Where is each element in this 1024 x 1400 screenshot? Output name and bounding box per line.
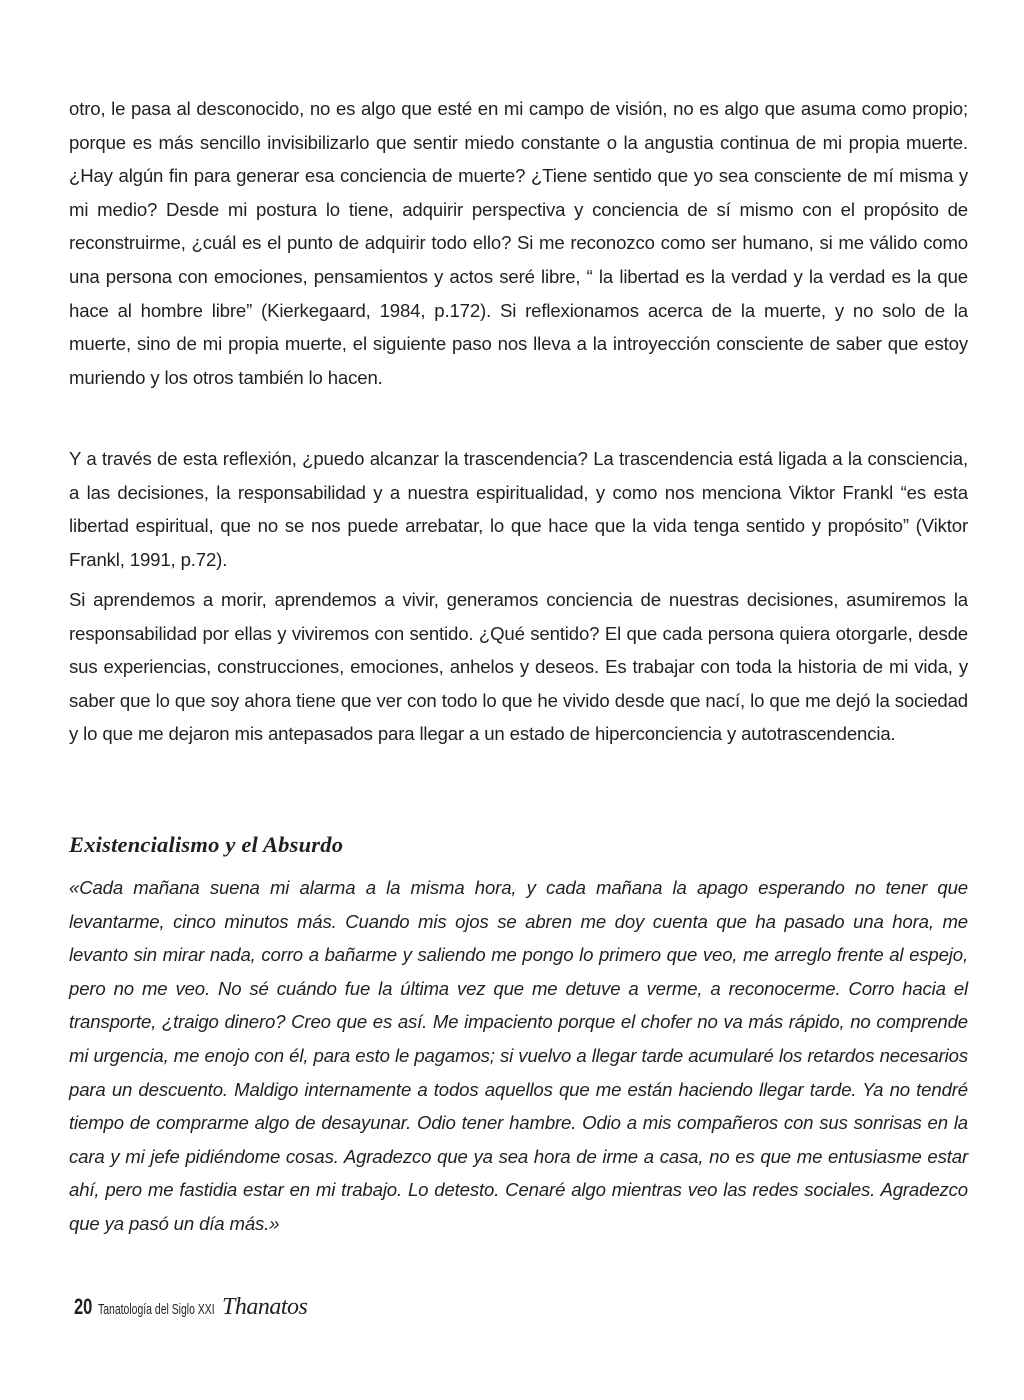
body-paragraph: Y a través de esta reflexión, ¿puedo alcanzar la trascendencia? La trascendencia está ligada a la consciencia, a las decisiones, la responsabilidad y a nuestra espiritualidad, y como nos menciona Viktor Frankl “es esta libertad espiritual, que no se nos puede arrebatar, lo que hace que la vida tenga sentido y propósito” (Viktor Frankl, 1991, p.72). — [69, 448, 968, 570]
section-heading: Existencialismo y el Absurdo — [69, 832, 344, 857]
body-paragraph: Si aprendemos a morir, aprendemos a vivir, generamos conciencia de nuestras decisiones, asumiremos la responsabilidad por ellas y viviremos con sentido. ¿Qué sentido? El que cada persona quiera otorgarle, desde sus experiencias, construcciones, emociones, anhelos y deseos. Es trabajar con toda la historia de mi vida, y saber que lo que soy ahora tiene que ver con todo lo que he vivido desde que nací, lo que me dejó la sociedad y lo que me dejaron mis antepasados para llegar a un estado de hiperconciencia y autotrascendencia. — [69, 589, 968, 745]
magazine-name: Tanatología del Siglo XXI — [98, 1302, 215, 1318]
thanatos-logo: Thanatos — [222, 1294, 308, 1320]
page-number: 20 — [74, 1294, 93, 1319]
quote-paragraph: «Cada mañana suena mi alarma a la misma hora, y cada mañana la apago esperando no tener que levantarme, cinco minutos más. Cuando mis ojos se abren me doy cuenta que ha pasado una hora, me levanto sin mirar nada, corro a bañarme y saliendo me pongo lo primero que veo, me arreglo frente al espejo, pero no me veo. No sé cuándo fue la última vez que me detuve a verme, a reconocerme. Corro hacia el transporte, ¿traigo dinero? Creo que es así. Me impaciento porque el chofer no va más rápido, no comprende mi urgencia, me enojo con él, para esto le pagamos; si vuelvo a llegar tarde acumularé los retardos necesarios para un descuento. Maldigo internamente a todos aquellos que me están haciendo llegar tarde. Ya no tendré tiempo de comprarme algo de desayunar. Odio tener hambre. Odio a mis compañeros con sus sonrisas en la cara y mi jefe pidiéndome cosas. Agradezco que ya sea hora de irme a casa, no es que me entusiasme estar ahí, pero me fastidia estar en mi trabajo. Lo detesto. Cenaré algo mientras veo las redes sociales. Agradezco que ya pasó un día más.» — [69, 877, 968, 1234]
page-footer — [74, 1294, 307, 1334]
body-paragraph: otro, le pasa al desconocido, no es algo que esté en mi campo de visión, no es algo que asuma como propio; porque es más sencillo invisibilizarlo que sentir miedo constante o la angustia continua de mi propia muerte. ¿Hay algún fin para generar esa conciencia de muerte? ¿Tiene sentido que yo sea consciente de mí misma y mi medio? Desde mi postura lo tiene, adquirir perspectiva y conciencia de sí mismo con el propósito de reconstruirme, ¿cuál es el punto de adquirir todo ello? Si me reconozco como ser humano, si me válido como una persona con emociones, pensamientos y actos seré libre, “ la libertad es la verdad y la verdad es la que hace al hombre libre” (Kierkegaard, 1984, p.172). Si reflexionamos acerca de la muerte, y no solo de la muerte, sino de mi propia muerte, el siguiente paso nos lleva a la introyección consciente de saber que estoy muriendo y los otros también lo hacen. — [69, 98, 968, 388]
